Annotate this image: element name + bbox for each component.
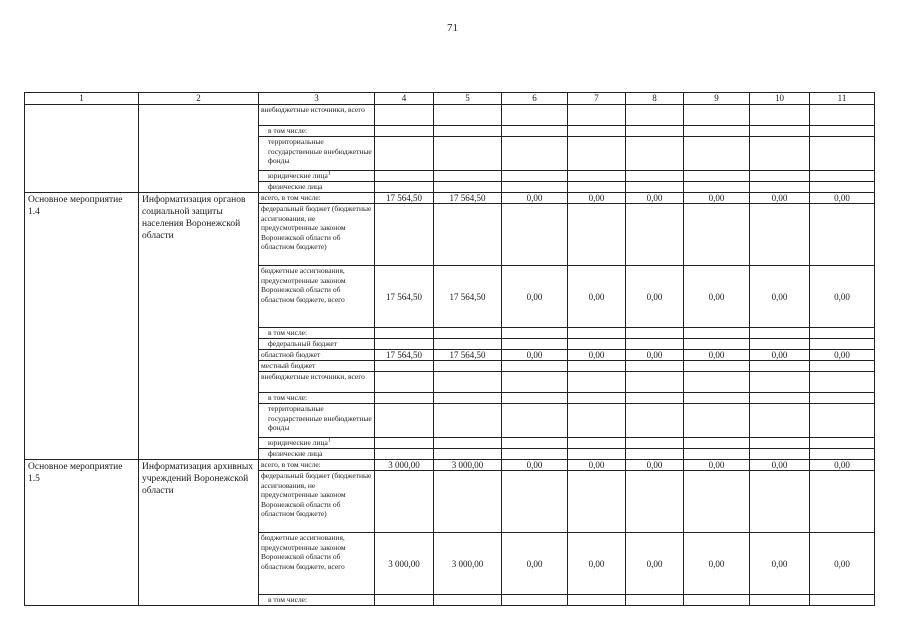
empty-cell [139, 182, 259, 193]
value-cell: 0,00 [502, 193, 568, 204]
value-cell [684, 595, 750, 606]
value-cell: 17 564,50 [375, 350, 434, 361]
value-cell [684, 449, 750, 460]
funding-source-label: в том числе: [268, 595, 308, 604]
value-cell [684, 126, 750, 137]
value-cell [750, 449, 810, 460]
value-cell [375, 372, 434, 393]
value-cell: 3 000,00 [434, 460, 502, 471]
funding-source-label: всего, в том числе: [261, 193, 321, 202]
value-cell [750, 471, 810, 533]
value-cell: 0,00 [750, 460, 810, 471]
funding-source-label: юридические лица [268, 171, 328, 180]
value-cell [750, 595, 810, 606]
funding-source-label: внебюджетные источники, всего [261, 372, 365, 381]
value-cell [568, 393, 626, 404]
value-cell [626, 137, 684, 171]
value-cell [502, 328, 568, 339]
value-cell [684, 393, 750, 404]
table-row [25, 126, 875, 137]
measure-name-cell: Информатизация органов социальной защиты населения Воронежской области [139, 193, 259, 460]
value-cell [568, 105, 626, 126]
funding-source-cell [259, 438, 375, 449]
funding-source-cell [259, 328, 375, 339]
header-row [25, 93, 875, 105]
value-cell [434, 137, 502, 171]
value-cell [684, 204, 750, 266]
value-cell [750, 404, 810, 438]
value-cell [568, 339, 626, 350]
value-cell [434, 372, 502, 393]
table-row [25, 182, 875, 193]
value-cell [568, 372, 626, 393]
funding-source-cell [259, 137, 375, 171]
funding-source-label: федеральный бюджет [268, 339, 338, 348]
value-cell: 17 564,50 [375, 193, 434, 204]
funding-source-cell [259, 171, 375, 182]
value-cell [434, 105, 502, 126]
value-cell [502, 393, 568, 404]
value-cell [810, 126, 875, 137]
funding-source-label: физические лица [268, 449, 323, 458]
value-cell [568, 595, 626, 606]
value-cell [434, 471, 502, 533]
value-cell [502, 361, 568, 372]
funding-source-cell [259, 204, 375, 266]
empty-cell [139, 171, 259, 182]
value-cell [750, 171, 810, 182]
funding-source-label: в том числе: [268, 328, 308, 337]
value-cell [568, 328, 626, 339]
value-cell [810, 204, 875, 266]
column-header: 10 [750, 93, 810, 105]
value-cell [810, 339, 875, 350]
value-cell: 0,00 [626, 533, 684, 595]
funding-source-label: федеральный бюджет (бюджетные ассигнования, не предусмотренные законом Воронежской области об областном бюджете) [261, 204, 372, 251]
value-cell [568, 404, 626, 438]
value-cell: 0,00 [810, 266, 875, 328]
value-cell [502, 438, 568, 449]
funding-source-label: федеральный бюджет (бюджетные ассигнования, не предусмотренные законом Воронежской области об областном бюджете) [261, 471, 372, 518]
value-cell [810, 372, 875, 393]
value-cell: 0,00 [568, 266, 626, 328]
funding-source-cell [259, 105, 375, 126]
value-cell [434, 393, 502, 404]
value-cell [434, 126, 502, 137]
funding-source-label: в том числе: [268, 126, 308, 135]
funding-source-label: внебюджетные источники, всего [261, 105, 365, 114]
funding-source-label: юридические лица [268, 438, 328, 447]
empty-cell [25, 182, 139, 193]
value-cell: 0,00 [810, 193, 875, 204]
value-cell [434, 449, 502, 460]
value-cell: 0,00 [810, 350, 875, 361]
empty-cell [139, 105, 259, 126]
funding-source-cell [259, 182, 375, 193]
value-cell: 0,00 [568, 460, 626, 471]
value-cell: 0,00 [626, 266, 684, 328]
value-cell [375, 204, 434, 266]
value-cell [375, 171, 434, 182]
value-cell [684, 438, 750, 449]
value-cell [626, 471, 684, 533]
value-cell [434, 182, 502, 193]
funding-source-cell [259, 471, 375, 533]
table-row [25, 193, 875, 204]
value-cell [750, 438, 810, 449]
value-cell [626, 171, 684, 182]
value-cell [684, 105, 750, 126]
value-cell [626, 361, 684, 372]
value-cell [810, 361, 875, 372]
value-cell [568, 182, 626, 193]
table-row [25, 460, 875, 471]
funding-source-cell [259, 372, 375, 393]
value-cell [568, 471, 626, 533]
value-cell [375, 126, 434, 137]
value-cell [375, 328, 434, 339]
value-cell [810, 438, 875, 449]
value-cell: 0,00 [684, 533, 750, 595]
value-cell [684, 471, 750, 533]
value-cell [684, 404, 750, 438]
value-cell: 0,00 [750, 193, 810, 204]
value-cell [502, 471, 568, 533]
value-cell [568, 361, 626, 372]
value-cell [750, 372, 810, 393]
value-cell [434, 361, 502, 372]
column-header: 11 [810, 93, 875, 105]
value-cell [375, 404, 434, 438]
funding-source-cell [259, 126, 375, 137]
value-cell [434, 328, 502, 339]
value-cell: 0,00 [750, 350, 810, 361]
value-cell [626, 328, 684, 339]
value-cell [568, 171, 626, 182]
value-cell [750, 361, 810, 372]
value-cell [810, 404, 875, 438]
funding-source-cell [259, 595, 375, 606]
value-cell [750, 328, 810, 339]
value-cell [810, 171, 875, 182]
value-cell [375, 449, 434, 460]
value-cell [750, 105, 810, 126]
value-cell [375, 182, 434, 193]
column-header: 9 [684, 93, 750, 105]
value-cell [502, 137, 568, 171]
value-cell [568, 438, 626, 449]
value-cell [626, 595, 684, 606]
value-cell [626, 404, 684, 438]
value-cell [502, 182, 568, 193]
value-cell: 3 000,00 [434, 533, 502, 595]
value-cell [684, 137, 750, 171]
value-cell: 0,00 [568, 193, 626, 204]
measure-code-cell: Основное мероприятие 1.4 [25, 193, 139, 460]
value-cell [502, 449, 568, 460]
value-cell [750, 126, 810, 137]
value-cell [626, 204, 684, 266]
funding-source-cell [259, 404, 375, 438]
column-header: 2 [139, 93, 259, 105]
value-cell [626, 372, 684, 393]
value-cell: 0,00 [502, 266, 568, 328]
value-cell: 0,00 [626, 350, 684, 361]
value-cell: 0,00 [750, 533, 810, 595]
value-cell: 0,00 [626, 193, 684, 204]
funding-source-label: в том числе: [268, 393, 308, 402]
value-cell [750, 339, 810, 350]
funding-source-cell [259, 361, 375, 372]
value-cell [626, 126, 684, 137]
value-cell [626, 449, 684, 460]
funding-source-label: бюджетные ассигнования, предусмотренные законом Воронежской области об областном бюджете, всего [261, 266, 346, 304]
value-cell [810, 328, 875, 339]
empty-cell [25, 137, 139, 171]
value-cell: 0,00 [502, 460, 568, 471]
value-cell [434, 171, 502, 182]
value-cell [810, 182, 875, 193]
empty-cell [139, 137, 259, 171]
footnote-mark: 1 [327, 170, 331, 177]
footnote-mark: 1 [327, 437, 331, 444]
value-cell [750, 182, 810, 193]
value-cell [375, 393, 434, 404]
funding-source-label: бюджетные ассигнования, предусмотренные законом Воронежской области об областном бюджете, всего [261, 533, 346, 571]
funding-source-cell [259, 193, 375, 204]
funding-source-cell [259, 393, 375, 404]
value-cell [434, 595, 502, 606]
value-cell [810, 105, 875, 126]
funding-source-cell [259, 533, 375, 595]
value-cell: 3 000,00 [375, 533, 434, 595]
value-cell: 0,00 [750, 266, 810, 328]
table-row [25, 137, 875, 171]
funding-source-cell [259, 339, 375, 350]
column-header: 4 [375, 93, 434, 105]
funding-source-cell [259, 266, 375, 328]
funding-source-cell [259, 460, 375, 471]
value-cell [810, 449, 875, 460]
value-cell: 0,00 [568, 350, 626, 361]
column-header: 1 [25, 93, 139, 105]
measure-code-cell: Основное мероприятие 1.5 [25, 460, 139, 606]
value-cell [684, 361, 750, 372]
value-cell [502, 126, 568, 137]
measure-name-cell: Информатизация архивных учреждений Воронежской области [139, 460, 259, 606]
value-cell [375, 105, 434, 126]
value-cell [375, 471, 434, 533]
value-cell: 0,00 [810, 533, 875, 595]
value-cell [375, 438, 434, 449]
value-cell [810, 137, 875, 171]
value-cell [626, 393, 684, 404]
value-cell [434, 204, 502, 266]
value-cell [750, 137, 810, 171]
value-cell [502, 204, 568, 266]
value-cell: 0,00 [626, 460, 684, 471]
value-cell [502, 595, 568, 606]
value-cell [568, 137, 626, 171]
value-cell [810, 393, 875, 404]
table-row [25, 105, 875, 126]
value-cell: 0,00 [810, 460, 875, 471]
value-cell: 17 564,50 [434, 266, 502, 328]
value-cell: 0,00 [684, 350, 750, 361]
value-cell: 17 564,50 [434, 350, 502, 361]
value-cell [502, 171, 568, 182]
value-cell [502, 372, 568, 393]
value-cell [375, 361, 434, 372]
value-cell [684, 339, 750, 350]
value-cell [810, 471, 875, 533]
value-cell [502, 105, 568, 126]
column-header: 3 [259, 93, 375, 105]
funding-source-label: физические лица [268, 182, 323, 191]
value-cell [750, 393, 810, 404]
funding-source-label: территориальные государственные внебюджетные фонды [268, 404, 372, 432]
value-cell [568, 449, 626, 460]
column-header: 8 [626, 93, 684, 105]
value-cell [626, 182, 684, 193]
column-header: 7 [568, 93, 626, 105]
value-cell [502, 404, 568, 438]
funding-source-cell [259, 449, 375, 460]
value-cell [568, 204, 626, 266]
table-row [25, 171, 875, 182]
value-cell [568, 126, 626, 137]
value-cell [684, 182, 750, 193]
funding-source-cell [259, 350, 375, 361]
value-cell [502, 339, 568, 350]
value-cell [750, 204, 810, 266]
value-cell: 0,00 [684, 193, 750, 204]
value-cell: 17 564,50 [434, 193, 502, 204]
funding-source-label: областной бюджет [261, 350, 321, 359]
value-cell [375, 595, 434, 606]
budget-table [24, 92, 875, 606]
empty-cell [25, 126, 139, 137]
value-cell: 0,00 [502, 350, 568, 361]
value-cell: 0,00 [684, 460, 750, 471]
value-cell: 3 000,00 [375, 460, 434, 471]
value-cell: 0,00 [502, 533, 568, 595]
column-header: 5 [434, 93, 502, 105]
funding-source-label: местный бюджет [261, 361, 316, 370]
empty-cell [25, 171, 139, 182]
funding-source-label: территориальные государственные внебюджетные фонды [268, 137, 372, 165]
column-header: 6 [502, 93, 568, 105]
value-cell [375, 339, 434, 350]
value-cell [434, 404, 502, 438]
value-cell: 17 564,50 [375, 266, 434, 328]
funding-source-label: всего, в том числе: [261, 460, 321, 469]
value-cell [626, 438, 684, 449]
value-cell [626, 105, 684, 126]
value-cell: 0,00 [568, 533, 626, 595]
value-cell [434, 339, 502, 350]
value-cell [434, 438, 502, 449]
value-cell [810, 595, 875, 606]
value-cell [684, 328, 750, 339]
value-cell: 0,00 [684, 266, 750, 328]
value-cell [626, 339, 684, 350]
empty-cell [25, 105, 139, 126]
value-cell [375, 137, 434, 171]
value-cell [684, 372, 750, 393]
value-cell [684, 171, 750, 182]
empty-cell [139, 126, 259, 137]
page-number: 71 [447, 22, 458, 34]
